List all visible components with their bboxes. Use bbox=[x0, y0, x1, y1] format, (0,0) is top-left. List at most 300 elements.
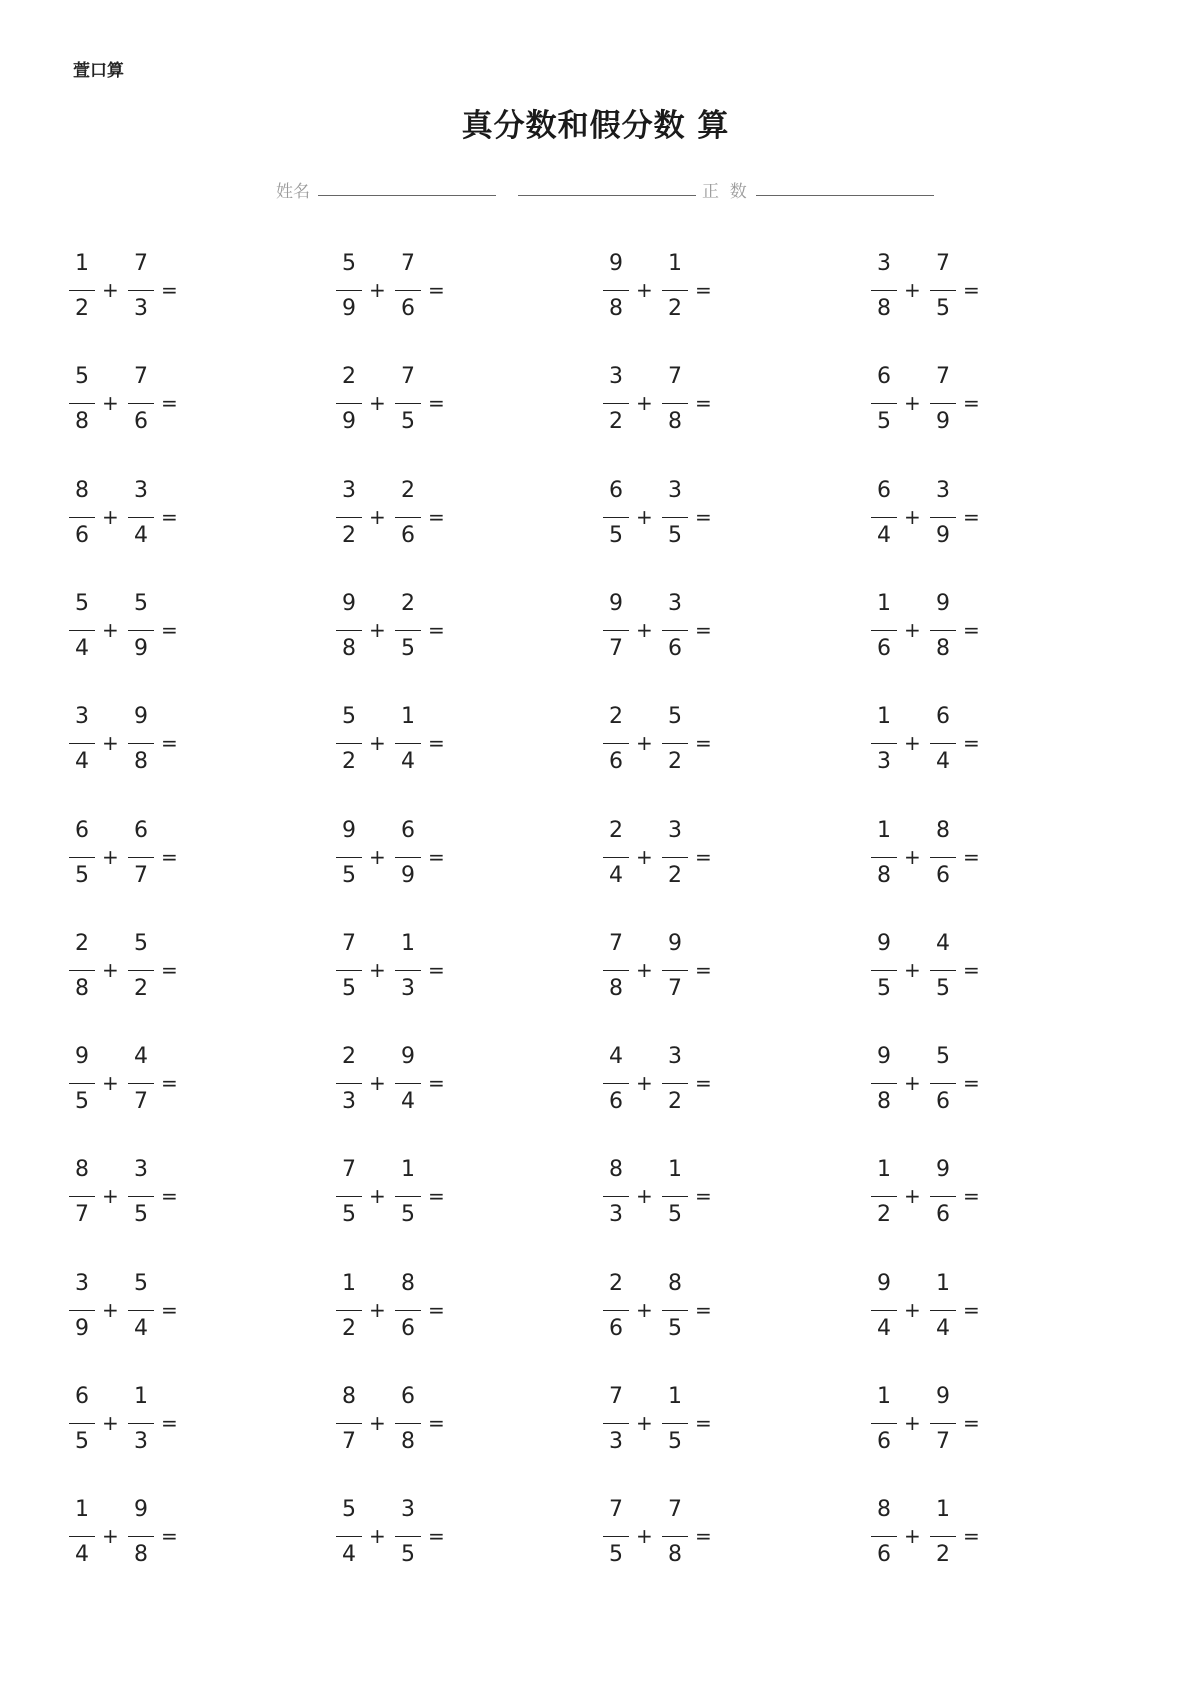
plus-sign: + bbox=[369, 617, 386, 642]
fraction-second bbox=[128, 363, 154, 443]
numerator: 1 bbox=[877, 1384, 891, 1409]
fraction-first bbox=[69, 363, 95, 443]
denominator: 2 bbox=[877, 1202, 891, 1228]
numerator: 9 bbox=[668, 930, 682, 956]
fraction-bar bbox=[662, 857, 688, 858]
numerator: 7 bbox=[936, 364, 950, 390]
fraction-second bbox=[128, 590, 154, 670]
denominator: 5 bbox=[342, 862, 356, 888]
problem-item bbox=[69, 250, 189, 330]
fraction-bar bbox=[336, 1423, 362, 1424]
problem-item bbox=[69, 590, 189, 670]
fraction-bar bbox=[871, 630, 897, 631]
denominator: 5 bbox=[936, 975, 950, 1001]
fraction-second bbox=[930, 1156, 956, 1236]
fraction-bar bbox=[930, 970, 956, 971]
fraction-bar bbox=[69, 857, 95, 858]
equals-sign: = bbox=[695, 1071, 712, 1096]
numerator: 5 bbox=[342, 251, 356, 276]
fraction-bar bbox=[69, 743, 95, 744]
plus-sign: + bbox=[636, 391, 653, 416]
fraction-bar bbox=[336, 290, 362, 291]
fraction-bar bbox=[603, 857, 629, 858]
fraction-bar bbox=[662, 1083, 688, 1084]
fraction-first bbox=[336, 250, 362, 330]
denominator: 5 bbox=[75, 1089, 89, 1115]
fraction-first bbox=[603, 1270, 629, 1350]
numerator: 3 bbox=[668, 1044, 682, 1070]
equals-sign: = bbox=[161, 1184, 178, 1209]
fraction-second bbox=[930, 477, 956, 557]
denominator: 8 bbox=[877, 862, 891, 888]
numerator: 8 bbox=[668, 1270, 682, 1296]
fraction-bar bbox=[930, 1196, 956, 1197]
denominator: 8 bbox=[134, 1542, 148, 1568]
numerator: 5 bbox=[342, 704, 356, 730]
problem-item bbox=[69, 930, 189, 1010]
numerator: 2 bbox=[75, 930, 89, 956]
fraction-second bbox=[930, 703, 956, 783]
equals-sign: = bbox=[428, 844, 445, 869]
fraction-first bbox=[871, 363, 897, 443]
numerator: 2 bbox=[401, 590, 415, 616]
fraction-second bbox=[662, 590, 688, 670]
numerator: 3 bbox=[134, 1157, 148, 1183]
equals-sign: = bbox=[695, 957, 712, 982]
fraction-first bbox=[69, 1383, 95, 1463]
numerator: 9 bbox=[342, 590, 356, 616]
numerator: 6 bbox=[75, 817, 89, 843]
plus-sign: + bbox=[636, 957, 653, 982]
plus-sign: + bbox=[636, 844, 653, 869]
fraction-bar bbox=[69, 290, 95, 291]
denominator: 6 bbox=[936, 1202, 950, 1228]
plus-sign: + bbox=[904, 391, 921, 416]
numerator: 7 bbox=[342, 930, 356, 956]
fraction-bar bbox=[871, 970, 897, 971]
fraction-bar bbox=[603, 1196, 629, 1197]
denominator: 9 bbox=[342, 409, 356, 435]
equals-sign: = bbox=[428, 278, 445, 302]
numerator: 4 bbox=[936, 930, 950, 956]
fraction-second bbox=[662, 1270, 688, 1350]
fraction-bar bbox=[128, 403, 154, 404]
numerator: 4 bbox=[609, 1044, 623, 1070]
denominator: 6 bbox=[401, 296, 415, 321]
fraction-first bbox=[336, 363, 362, 443]
fraction-bar bbox=[336, 1536, 362, 1537]
problem-item bbox=[69, 1156, 189, 1236]
fraction-bar bbox=[662, 970, 688, 971]
denominator: 6 bbox=[877, 1429, 891, 1454]
equals-sign: = bbox=[428, 391, 445, 416]
fraction-second bbox=[930, 1496, 956, 1576]
equals-sign: = bbox=[161, 731, 178, 756]
fraction-bar bbox=[662, 1196, 688, 1197]
numerator: 1 bbox=[75, 1497, 89, 1523]
numerator: 7 bbox=[342, 1157, 356, 1183]
fraction-second bbox=[930, 250, 956, 330]
fraction-second bbox=[662, 250, 688, 330]
fraction-first bbox=[69, 477, 95, 557]
problem-item bbox=[336, 930, 456, 1010]
fraction-second bbox=[395, 1156, 421, 1236]
plus-sign: + bbox=[369, 391, 386, 416]
plus-sign: + bbox=[904, 504, 921, 529]
fraction-second bbox=[128, 1496, 154, 1576]
denominator: 3 bbox=[609, 1429, 623, 1454]
score-blank-line[interactable] bbox=[756, 195, 934, 196]
denominator: 7 bbox=[609, 635, 623, 661]
equals-sign: = bbox=[161, 1071, 178, 1096]
fraction-bar bbox=[662, 630, 688, 631]
numerator: 9 bbox=[401, 1044, 415, 1070]
fraction-bar bbox=[871, 1083, 897, 1084]
numerator: 6 bbox=[877, 364, 891, 390]
numerator: 3 bbox=[609, 364, 623, 390]
denominator: 3 bbox=[609, 1202, 623, 1228]
numerator: 6 bbox=[936, 704, 950, 730]
denominator: 5 bbox=[668, 522, 682, 548]
numerator: 6 bbox=[609, 477, 623, 503]
denominator: 2 bbox=[75, 296, 89, 321]
equals-sign: = bbox=[428, 1524, 445, 1549]
fraction-first bbox=[603, 1043, 629, 1123]
fraction-first bbox=[603, 1496, 629, 1576]
equals-sign: = bbox=[428, 504, 445, 529]
denominator: 7 bbox=[75, 1202, 89, 1228]
numerator: 9 bbox=[609, 590, 623, 616]
denominator: 2 bbox=[342, 1315, 356, 1341]
equals-sign: = bbox=[161, 1524, 178, 1549]
fraction-bar bbox=[930, 743, 956, 744]
denominator: 5 bbox=[401, 1542, 415, 1568]
denominator: 9 bbox=[342, 296, 356, 321]
problem-item bbox=[871, 477, 991, 557]
numerator: 7 bbox=[401, 364, 415, 390]
numerator: 8 bbox=[75, 1157, 89, 1183]
numerator: 7 bbox=[609, 1384, 623, 1409]
plus-sign: + bbox=[904, 1071, 921, 1096]
numerator: 3 bbox=[75, 1270, 89, 1296]
equals-sign: = bbox=[428, 617, 445, 642]
fraction-second bbox=[128, 930, 154, 1010]
denominator: 6 bbox=[877, 1542, 891, 1568]
problem-item bbox=[69, 1383, 189, 1463]
numerator: 5 bbox=[668, 704, 682, 730]
fraction-second bbox=[395, 363, 421, 443]
equals-sign: = bbox=[161, 391, 178, 416]
plus-sign: + bbox=[369, 731, 386, 756]
fraction-first bbox=[871, 250, 897, 330]
fraction-bar bbox=[395, 1196, 421, 1197]
numerator: 2 bbox=[342, 1044, 356, 1070]
equals-sign: = bbox=[161, 1297, 178, 1322]
numerator: 1 bbox=[936, 1497, 950, 1523]
fraction-bar bbox=[603, 1083, 629, 1084]
numerator: 3 bbox=[401, 1497, 415, 1523]
fraction-second bbox=[395, 1270, 421, 1350]
denominator: 6 bbox=[609, 1315, 623, 1341]
fraction-bar bbox=[603, 970, 629, 971]
equals-sign: = bbox=[428, 1184, 445, 1209]
denominator: 9 bbox=[401, 862, 415, 888]
fraction-bar bbox=[395, 857, 421, 858]
denominator: 4 bbox=[877, 522, 891, 548]
equals-sign: = bbox=[428, 1071, 445, 1096]
denominator: 8 bbox=[668, 409, 682, 435]
plus-sign: + bbox=[369, 1184, 386, 1209]
fraction-first bbox=[336, 703, 362, 783]
fraction-bar bbox=[930, 857, 956, 858]
denominator: 8 bbox=[75, 409, 89, 435]
equals-sign: = bbox=[963, 1297, 980, 1322]
equals-sign: = bbox=[161, 1411, 178, 1435]
fraction-bar bbox=[930, 630, 956, 631]
fraction-first bbox=[336, 1270, 362, 1350]
numerator: 1 bbox=[877, 590, 891, 616]
numerator: 7 bbox=[134, 251, 148, 276]
numerator: 8 bbox=[877, 1497, 891, 1523]
fraction-bar bbox=[603, 1423, 629, 1424]
plus-sign: + bbox=[369, 957, 386, 982]
problem-item bbox=[871, 1270, 991, 1350]
denominator: 3 bbox=[134, 1429, 148, 1454]
problem-item bbox=[603, 703, 723, 783]
numerator: 1 bbox=[936, 1270, 950, 1296]
denominator: 6 bbox=[936, 1089, 950, 1115]
fraction-first bbox=[871, 1496, 897, 1576]
fraction-second bbox=[395, 703, 421, 783]
numerator: 5 bbox=[75, 364, 89, 390]
fraction-first bbox=[69, 590, 95, 670]
plus-sign: + bbox=[369, 1297, 386, 1322]
fraction-first bbox=[871, 930, 897, 1010]
denominator: 2 bbox=[668, 862, 682, 888]
numerator: 9 bbox=[609, 251, 623, 276]
fraction-first bbox=[69, 1496, 95, 1576]
plus-sign: + bbox=[904, 957, 921, 982]
problem-item bbox=[336, 363, 456, 443]
fraction-first bbox=[603, 363, 629, 443]
denominator: 9 bbox=[936, 522, 950, 548]
fraction-first bbox=[603, 1156, 629, 1236]
numerator: 5 bbox=[75, 590, 89, 616]
fraction-first bbox=[871, 477, 897, 557]
denominator: 2 bbox=[668, 1089, 682, 1115]
fraction-bar bbox=[603, 517, 629, 518]
numerator: 9 bbox=[342, 817, 356, 843]
fraction-bar bbox=[930, 1536, 956, 1537]
numerator: 8 bbox=[936, 817, 950, 843]
equals-sign: = bbox=[428, 731, 445, 756]
problem-item bbox=[603, 930, 723, 1010]
fraction-bar bbox=[603, 1536, 629, 1537]
numerator: 9 bbox=[877, 1044, 891, 1070]
problem-item bbox=[871, 1156, 991, 1236]
fraction-bar bbox=[128, 517, 154, 518]
fraction-bar bbox=[336, 517, 362, 518]
denominator: 2 bbox=[668, 296, 682, 321]
denominator: 5 bbox=[936, 296, 950, 321]
fraction-second bbox=[662, 1383, 688, 1463]
equals-sign: = bbox=[428, 1411, 445, 1435]
fraction-bar bbox=[69, 403, 95, 404]
denominator: 3 bbox=[134, 296, 148, 321]
fraction-second bbox=[128, 1270, 154, 1350]
fraction-bar bbox=[603, 1310, 629, 1311]
fraction-bar bbox=[930, 517, 956, 518]
numerator: 1 bbox=[668, 1157, 682, 1183]
plus-sign: + bbox=[636, 1071, 653, 1096]
numerator: 2 bbox=[401, 477, 415, 503]
problem-item bbox=[336, 1496, 456, 1576]
plus-sign: + bbox=[102, 278, 119, 302]
denominator: 2 bbox=[134, 975, 148, 1001]
denominator: 7 bbox=[134, 862, 148, 888]
fraction-bar bbox=[336, 743, 362, 744]
problem-item bbox=[336, 1270, 456, 1350]
name-blank-line[interactable] bbox=[318, 195, 496, 196]
numerator: 1 bbox=[877, 704, 891, 730]
problem-item bbox=[603, 250, 723, 330]
denominator: 2 bbox=[342, 522, 356, 548]
problem-item bbox=[336, 590, 456, 670]
fraction-bar bbox=[395, 630, 421, 631]
problem-item bbox=[336, 477, 456, 557]
fraction-second bbox=[395, 1383, 421, 1463]
denominator: 4 bbox=[75, 635, 89, 661]
equals-sign: = bbox=[963, 1524, 980, 1549]
fraction-second bbox=[662, 930, 688, 1010]
fraction-bar bbox=[871, 517, 897, 518]
numerator: 1 bbox=[877, 817, 891, 843]
fraction-bar bbox=[128, 1196, 154, 1197]
fraction-bar bbox=[336, 857, 362, 858]
fraction-first bbox=[871, 590, 897, 670]
fraction-second bbox=[128, 1043, 154, 1123]
denominator: 4 bbox=[134, 1315, 148, 1341]
equals-sign: = bbox=[963, 957, 980, 982]
plus-sign: + bbox=[102, 1524, 119, 1549]
denominator: 4 bbox=[877, 1315, 891, 1341]
fraction-bar bbox=[69, 1423, 95, 1424]
fraction-bar bbox=[871, 1196, 897, 1197]
numerator: 8 bbox=[401, 1270, 415, 1296]
plus-sign: + bbox=[102, 1071, 119, 1096]
fraction-second bbox=[930, 363, 956, 443]
fraction-first bbox=[603, 930, 629, 1010]
fraction-first bbox=[603, 590, 629, 670]
fraction-bar bbox=[336, 1310, 362, 1311]
fraction-first bbox=[871, 1156, 897, 1236]
fraction-bar bbox=[336, 630, 362, 631]
fraction-bar bbox=[930, 403, 956, 404]
denominator: 8 bbox=[75, 975, 89, 1001]
fraction-bar bbox=[128, 1083, 154, 1084]
numerator: 6 bbox=[401, 1384, 415, 1409]
plus-sign: + bbox=[636, 504, 653, 529]
fraction-bar bbox=[930, 290, 956, 291]
numerator: 9 bbox=[936, 1157, 950, 1183]
fraction-second bbox=[395, 250, 421, 330]
blank-line[interactable] bbox=[518, 195, 696, 196]
problem-item bbox=[871, 817, 991, 897]
equals-sign: = bbox=[161, 278, 178, 302]
plus-sign: + bbox=[636, 731, 653, 756]
numerator: 9 bbox=[877, 930, 891, 956]
fraction-bar bbox=[336, 970, 362, 971]
numerator: 3 bbox=[668, 477, 682, 503]
fraction-second bbox=[930, 1043, 956, 1123]
denominator: 4 bbox=[936, 749, 950, 775]
fraction-bar bbox=[871, 857, 897, 858]
problem-item bbox=[69, 477, 189, 557]
plus-sign: + bbox=[636, 1297, 653, 1322]
denominator: 2 bbox=[668, 749, 682, 775]
fraction-bar bbox=[395, 970, 421, 971]
plus-sign: + bbox=[636, 1524, 653, 1549]
numerator: 7 bbox=[609, 930, 623, 956]
numerator: 5 bbox=[134, 1270, 148, 1296]
fraction-bar bbox=[603, 743, 629, 744]
numerator: 2 bbox=[609, 817, 623, 843]
fraction-bar bbox=[603, 290, 629, 291]
plus-sign: + bbox=[369, 504, 386, 529]
denominator: 6 bbox=[609, 749, 623, 775]
denominator: 5 bbox=[342, 1202, 356, 1228]
plus-sign: + bbox=[369, 1071, 386, 1096]
fraction-second bbox=[395, 817, 421, 897]
fraction-first bbox=[336, 930, 362, 1010]
fraction-first bbox=[69, 250, 95, 330]
denominator: 8 bbox=[936, 635, 950, 661]
numerator: 5 bbox=[134, 930, 148, 956]
plus-sign: + bbox=[904, 1524, 921, 1549]
problem-item bbox=[69, 1270, 189, 1350]
fraction-bar bbox=[336, 1083, 362, 1084]
corner-label: 萱口算 bbox=[73, 61, 124, 81]
denominator: 8 bbox=[609, 296, 623, 321]
equals-sign: = bbox=[963, 504, 980, 529]
fraction-bar bbox=[395, 1536, 421, 1537]
denominator: 9 bbox=[75, 1315, 89, 1341]
equals-sign: = bbox=[695, 391, 712, 416]
numerator: 1 bbox=[75, 251, 89, 276]
denominator: 8 bbox=[342, 635, 356, 661]
fraction-bar bbox=[69, 630, 95, 631]
denominator: 5 bbox=[75, 862, 89, 888]
numerator: 9 bbox=[134, 1497, 148, 1523]
denominator: 5 bbox=[401, 409, 415, 435]
problem-item bbox=[69, 817, 189, 897]
numerator: 8 bbox=[609, 1157, 623, 1183]
denominator: 7 bbox=[936, 1429, 950, 1454]
numerator: 9 bbox=[134, 704, 148, 730]
problem-item bbox=[603, 1156, 723, 1236]
denominator: 8 bbox=[401, 1429, 415, 1454]
denominator: 4 bbox=[609, 862, 623, 888]
fraction-first bbox=[603, 477, 629, 557]
fraction-second bbox=[128, 250, 154, 330]
plus-sign: + bbox=[636, 1411, 653, 1435]
problem-item bbox=[336, 1043, 456, 1123]
plus-sign: + bbox=[636, 278, 653, 302]
problem-item bbox=[603, 477, 723, 557]
fraction-bar bbox=[930, 1310, 956, 1311]
equals-sign: = bbox=[695, 504, 712, 529]
equals-sign: = bbox=[963, 1071, 980, 1096]
